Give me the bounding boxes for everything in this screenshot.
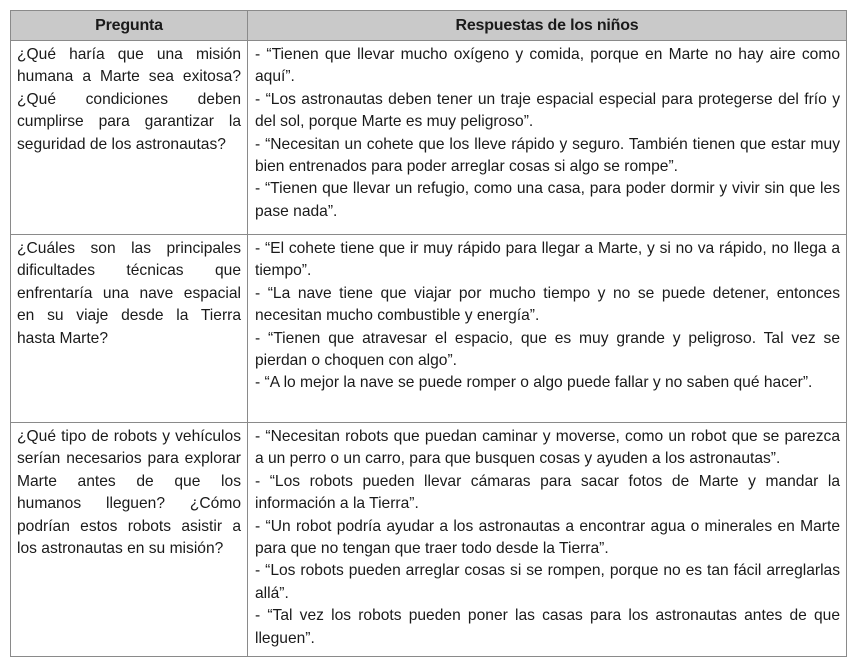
answer-item: - “Tal vez los robots pueden poner las casas para los astronautas antes de que lleguen”. bbox=[255, 607, 840, 647]
table-row bbox=[11, 41, 847, 235]
question-cell: ¿Qué haría que una misión humana a Marte sea exitosa? ¿Qué condiciones deben cumplirse para garantizar la seguridad de los astronautas? bbox=[11, 41, 248, 235]
answer-item: - “Los astronautas deben tener un traje espacial especial para protegerse del frío y del sol, porque Marte es muy peligroso”. bbox=[255, 90, 840, 131]
answer-item: - “El cohete tiene que ir muy rápido para llegar a Marte, y si no va rápido, no llega a tiempo”. bbox=[255, 240, 840, 280]
answer-item: - “Los robots pueden arreglar cosas si se rompen, porque no es tan fácil arreglarlas allá”. bbox=[255, 562, 840, 602]
header-question: Pregunta bbox=[11, 11, 248, 41]
qa-table bbox=[10, 10, 847, 657]
question-cell: ¿Qué tipo de robots y vehículos serían necesarios para explorar Marte antes de que los humanos lleguen? ¿Cómo podrían estos robots asistir a los astronautas en su misión? bbox=[11, 423, 248, 657]
table-row bbox=[11, 235, 847, 423]
answer-item: - “Tienen que llevar un refugio, como una casa, para poder dormir y vivir sin que les pase nada”. bbox=[255, 180, 840, 220]
answers-cell bbox=[248, 423, 847, 657]
answers-cell bbox=[248, 41, 847, 235]
answer-item: - “Un robot podría ayudar a los astronautas a encontrar agua o minerales en Marte para que no tengan que traer todo desde la Tierra”. bbox=[255, 517, 840, 558]
answers-cell bbox=[248, 235, 847, 423]
answer-item: - “Necesitan un cohete que los lleve rápido y seguro. También tienen que estar muy bien entrenados para poder arreglar cosas si algo se rompe”. bbox=[255, 135, 840, 176]
answer-item: - “A lo mejor la nave se puede romper o algo puede fallar y no saben qué hacer”. bbox=[255, 374, 813, 392]
answer-item: - “Tienen que llevar mucho oxígeno y comida, porque en Marte no hay aire como aquí”. bbox=[255, 46, 840, 86]
answer-item: - “Tienen que atravesar el espacio, que es muy grande y peligroso. Tal vez se pierdan o choquen con algo”. bbox=[255, 329, 840, 370]
question-cell: ¿Cuáles son las principales dificultades técnicas que enfrentaría una nave espacial en su viaje desde la Tierra hasta Marte? bbox=[11, 235, 248, 423]
answer-item: - “Los robots pueden llevar cámaras para sacar fotos de Marte y mandar la información a la Tierra”. bbox=[255, 472, 840, 513]
header-answers: Respuestas de los niños bbox=[248, 11, 847, 41]
answer-item: - “La nave tiene que viajar por mucho tiempo y no se puede detener, entonces necesitan mucho combustible y energía”. bbox=[255, 284, 840, 325]
header-row bbox=[11, 11, 847, 41]
table-row bbox=[11, 423, 847, 657]
answer-item: - “Necesitan robots que puedan caminar y moverse, como un robot que se parezca a un perro o un carro, para que busquen cosas y ayuden a los astronautas”. bbox=[255, 428, 840, 468]
